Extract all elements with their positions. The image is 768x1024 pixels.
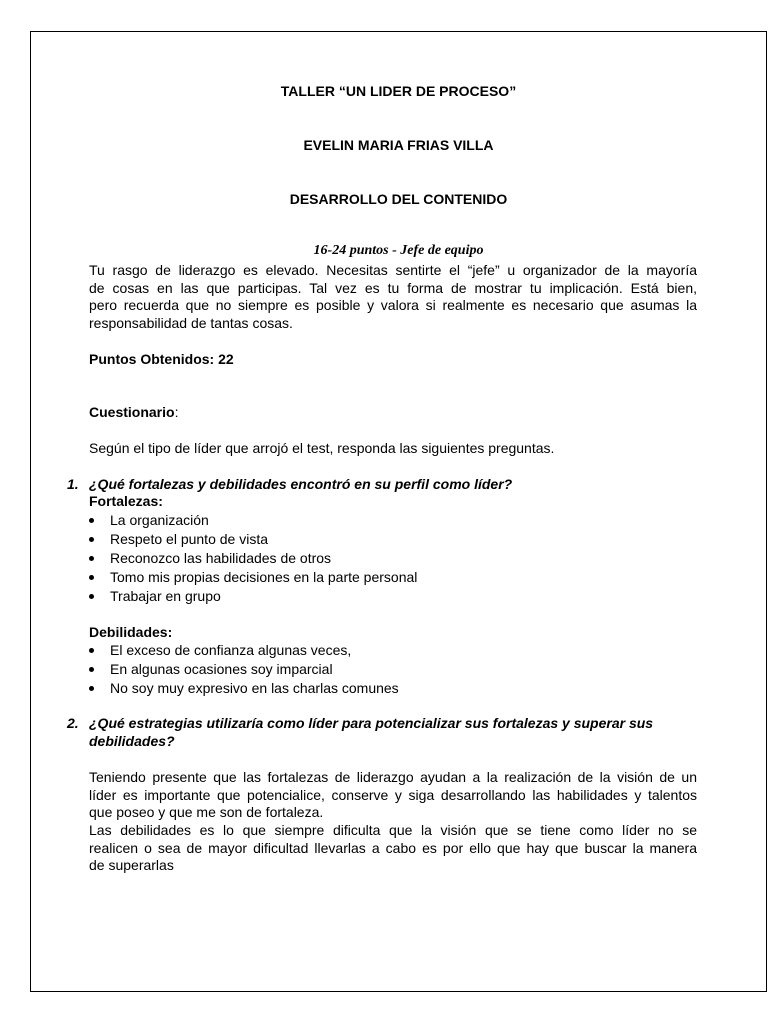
list-item: Respeto el punto de vista (87, 530, 687, 549)
list-item: En algunas ocasiones soy imparcial (87, 660, 687, 679)
list-item: Reconozco las habilidades de otros (87, 549, 687, 568)
questionnaire-label: Cuestionario (89, 404, 175, 420)
question-2-number: 2. (67, 715, 79, 731)
questionnaire-intro: Según el tipo de líder que arrojó el test, responda las siguientes preguntas. (89, 440, 555, 456)
author-name: EVELIN MARIA FRIAS VILLA (303, 137, 494, 153)
result-description (89, 262, 697, 332)
score-range-title: 16-24 puntos - Jefe de equipo (313, 243, 484, 258)
result-line: de cosas en las que participas. Tal vez es tu forma de mostrar tu implicación. Está bien, (89, 279, 697, 296)
answer-line: Las debilidades es lo que siempre dificulta que la visión que se tiene como líder no se (89, 822, 697, 838)
list-item: Trabajar en grupo (87, 587, 687, 606)
question-1-text: ¿Qué fortalezas y debilidades encontró en su perfil como líder? (89, 476, 513, 492)
weaknesses-list (87, 641, 687, 698)
question-1-number: 1. (67, 476, 79, 492)
weaknesses-label: Debilidades: (89, 624, 173, 640)
list-item: La organización (87, 511, 687, 530)
result-line: responsabilidad de tantas cosas. (89, 314, 293, 331)
answer-line: que poseo y que me son de fortaleza. (89, 804, 324, 820)
strengths-label: Fortalezas: (89, 493, 163, 509)
list-item: Tomo mis propias decisiones en la parte personal (87, 568, 687, 587)
answer-line: líder es importante que potencialice, conserve y siga desarrollando las habilidades y talentos (89, 786, 697, 803)
list-item: El exceso de confianza algunas veces, (87, 641, 687, 660)
result-line: Tu rasgo de liderazgo es elevado. Necesitas sentirte el “jefe” u organizador de la mayoría (89, 262, 697, 278)
answer-line: Teniendo presente que las fortalezas de liderazgo ayudan a la realización de la visión de un (89, 769, 697, 785)
answer-paragraph-1 (89, 769, 697, 822)
answer-paragraph-2 (89, 822, 697, 875)
list-item: No soy muy expresivo en las charlas comunes (87, 679, 687, 698)
questionnaire-colon: : (174, 404, 179, 420)
document-title: TALLER “UN LIDER DE PROCESO” (280, 83, 517, 99)
answer-line: realicen o sea de mayor dificultad llevarlas a cabo es por ello que hay que buscar la manera (89, 839, 697, 856)
result-line: pero recuerda que no siempre es posible y valora si realmente es necesario que asumas la (89, 297, 697, 313)
answer-line: de superarlas (89, 857, 174, 873)
questionnaire-heading (89, 404, 697, 422)
question-2-text: ¿Qué estrategias utilizaría como líder para potencializar sus fortalezas y superar sus debilidades? (89, 715, 654, 749)
strengths-list (87, 511, 687, 606)
section-heading: DESARROLLO DEL CONTENIDO (289, 191, 508, 207)
points-obtained: Puntos Obtenidos: 22 (89, 351, 234, 367)
